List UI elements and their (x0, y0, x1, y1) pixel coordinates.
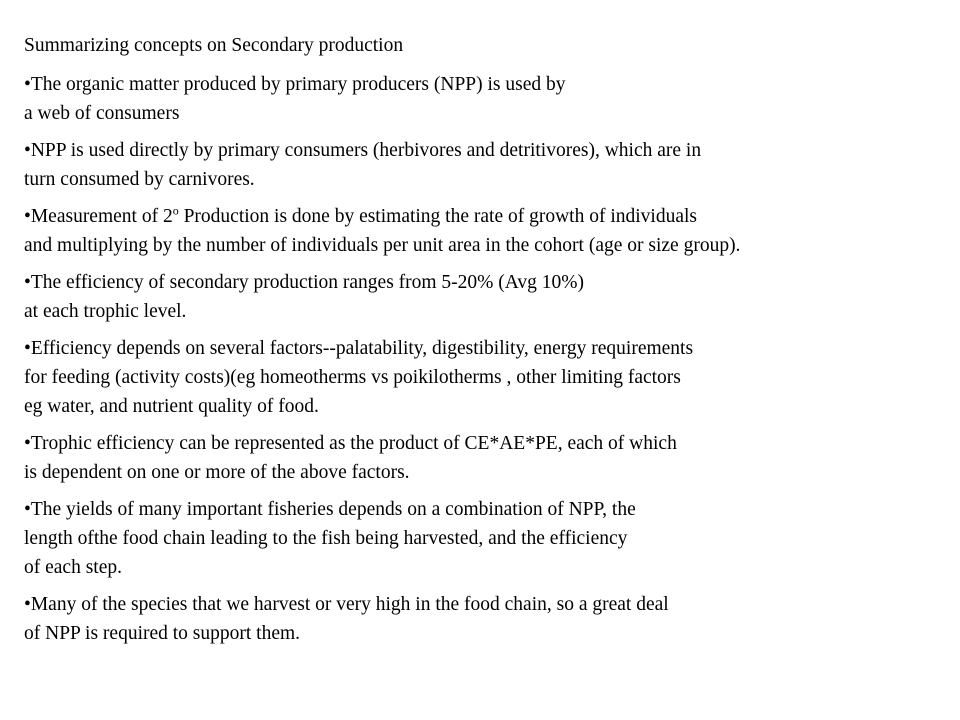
bullet-line: of NPP is required to support them. (24, 623, 301, 644)
bullet-item (24, 429, 944, 487)
bullet-line: •Efficiency depends on several factors--palatability, digestibility, energy requirements (24, 338, 694, 359)
bullet-line: •The efficiency of secondary production ranges from 5-20% (Avg 10%) (24, 272, 585, 293)
bullet-marker: • (24, 140, 31, 161)
bullet-item (24, 136, 944, 194)
bullet-line: •NPP is used directly by primary consumers (herbivores and detritivores), which are in (24, 140, 702, 161)
slide-content (24, 32, 944, 656)
bullet-item (24, 495, 944, 582)
bullet-line: at each trophic level. (24, 301, 187, 322)
bullet-marker: • (24, 433, 31, 454)
bullet-line: •Many of the species that we harvest or very high in the food chain, so a great deal (24, 594, 669, 615)
bullet-line: is dependent on one or more of the above factors. (24, 462, 410, 483)
bullet-marker: • (24, 206, 31, 227)
bullet-line: for feeding (activity costs)(eg homeotherms vs poikilotherms , other limiting factors (24, 367, 681, 388)
bullet-line: turn consumed by carnivores. (24, 169, 255, 190)
bullet-line: a web of consumers (24, 103, 180, 124)
bullet-item (24, 70, 944, 128)
bullet-item (24, 590, 944, 648)
bullet-line: of each step. (24, 557, 122, 578)
bullet-line: length ofthe food chain leading to the fish being harvested, and the efficiency (24, 528, 628, 549)
bullet-line: •Trophic efficiency can be represented as the product of CE*AE*PE, each of which (24, 433, 677, 454)
slide-title: Summarizing concepts on Secondary production (24, 35, 404, 56)
bullet-item (24, 202, 944, 260)
bullet-marker: • (24, 594, 31, 615)
bullet-line: •Measurement of 2$^o$ Production is done by estimating the rate of growth of individuals (24, 203, 697, 227)
bullet-marker: • (24, 499, 31, 520)
bullet-line: eg water, and nutrient quality of food. (24, 396, 319, 417)
bullet-item (24, 334, 944, 421)
degree-superscript: o (172, 203, 179, 218)
bullet-item (24, 268, 944, 326)
bullet-marker: • (24, 74, 31, 95)
bullet-line: •The organic matter produced by primary producers (NPP) is used by (24, 74, 566, 95)
bullet-marker: • (24, 272, 31, 293)
bullet-marker: • (24, 338, 31, 359)
bullet-line: and multiplying by the number of individuals per unit area in the cohort (age or size group). (24, 235, 741, 256)
bullet-line: •The yields of many important fisheries depends on a combination of NPP, the (24, 499, 636, 520)
